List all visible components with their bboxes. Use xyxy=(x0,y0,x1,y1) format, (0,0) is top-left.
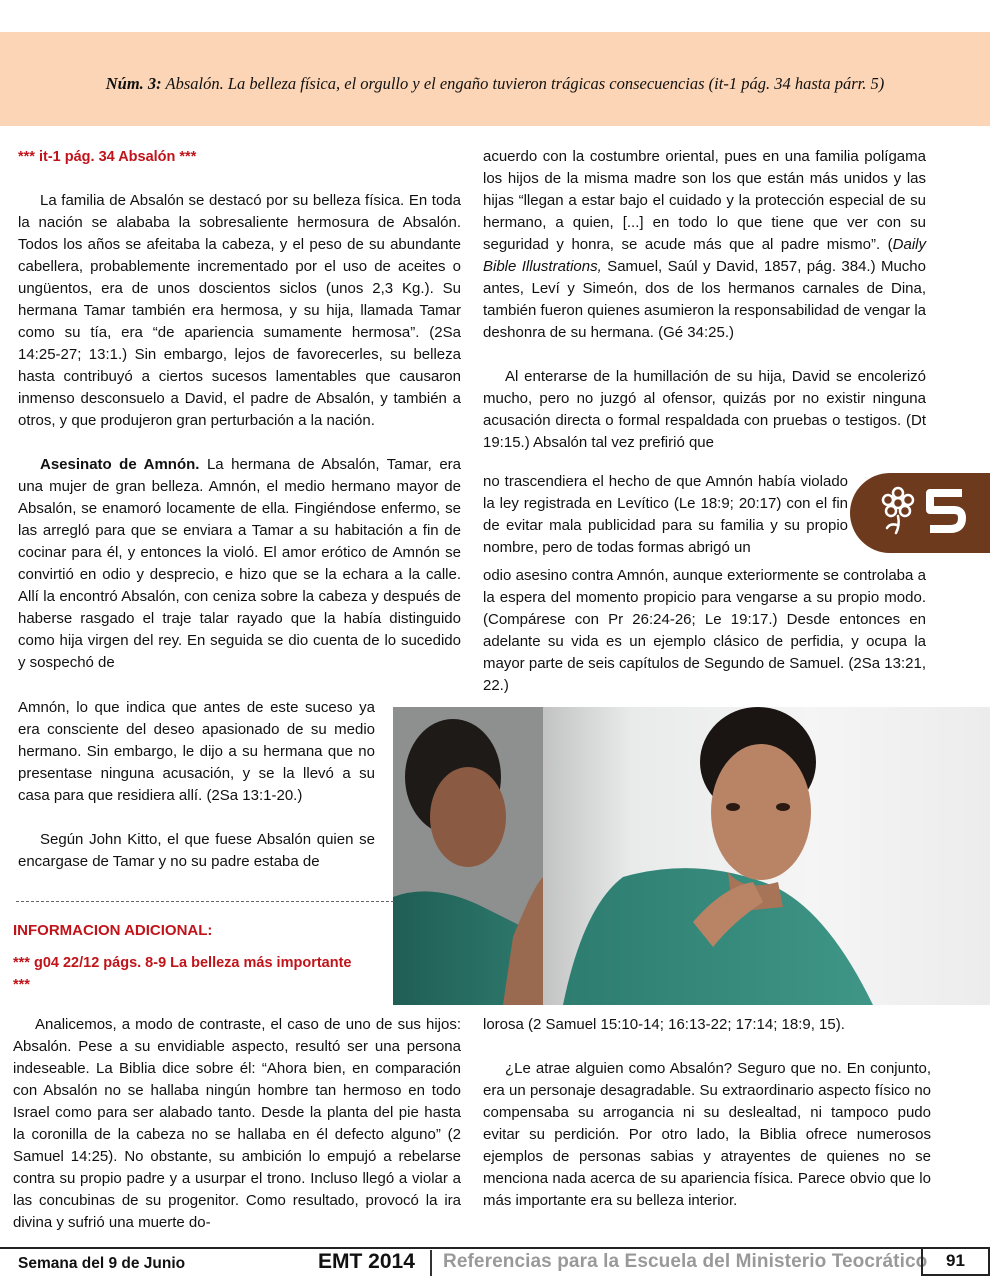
paragraph-family-beauty: La familia de Absalón se destacó por su belleza física. En toda la nación se alababa la sobresaliente hermosura de Absalón. Todos los años se afeitaba la cabeza, y el peso de su abundante cabellera, probablemente incrementado por el uso de aceites o ungüentos, era de unos doscientos siclos (unos 2,3 Kg.). Su hermana Tamar también era hermosa, y su hija, llamada Tamar como su tía, era “de apariencia sumamente hermosa”. (2Sa 14:25-27; 13:1.) Sin embargo, lejos de favorecerles, su belleza hasta contribuyó a ciertos sucesos lamentables que causaron inmenso desconsuelo a David, el padre de Absalón, y también a otros, y que produjeron gran perturbación a la nación. xyxy=(18,192,461,429)
additional-info-heading: INFORMACION ADICIONAL: xyxy=(13,922,213,939)
paragraph-oriental-custom: acuerdo con la costumbre oriental, pues en una familia polígama los hijos de la misma madre son los que están más unidos y las hijas “llegan a estar bajo el cuidado y la protección especial de su hermano, a quien, [...] en todo lo que tiene que ver con su seguridad y honra, se acude más que al padre mismo”. (Daily Bible Illustrations, Samuel, Saúl y David, 1857, pág. 384.) Mucho antes, Leví y Simeón, dos de los hermanos carnales de Dina, también fueron quienes asumieron la responsabilidad de vengar la deshonra de su hermana. (Gé 34:25.) xyxy=(483,148,926,341)
footer-emt: EMT 2014 xyxy=(318,1250,415,1273)
photo-illustration xyxy=(393,707,990,1005)
bottom-left-column xyxy=(13,1014,461,1234)
left-column-top xyxy=(18,146,461,674)
footer-rule xyxy=(0,1247,990,1249)
reference-heading: *** it-1 pág. 34 Absalón *** xyxy=(18,149,197,165)
footer-separator xyxy=(430,1250,432,1276)
paragraph-david-anger-narrow: no trascendiera el hecho de que Amnón había violado la ley registrada en Levítico (Le 18:9; 20:17) con el fin de evitar mala publicidad para su familia y su propio nombre, pero de todas formas abrigó un xyxy=(483,473,848,556)
footer-week: Semana del 9 de Junio xyxy=(18,1255,186,1272)
paragraph-inner-beauty: ¿Le atrae alguien como Absalón? Seguro que no. En conjunto, era un personaje desagradable. Su extraordinario aspecto físico no compensaba su arrogancia ni su deslealtad, ni tampoco pudo evitar su perdición. Por otro lado, la Biblia ofrece numerosos ejemplos de personas sabias y atrayentes de quienes no se menciona nada acerca de su apariencia física. Parece obvio que lo más importante era su belleza interior. xyxy=(483,1060,931,1209)
paragraph-david-anger: Al enterarse de la humillación de su hija, David se encolerizó mucho, pero no juzgó al ofensor, quizás por no existir ninguna acusación directa o formal respaldada con pruebas o testigos. (Dt 19:15.) Absalón tal vez prefirió que xyxy=(483,368,926,451)
paragraph-absalom-contrast: Analicemos, a modo de contraste, el caso de uno de sus hijos: Absalón. Pese a su envidiable aspecto, resultó ser una persona indeseable. La Biblia dice sobre él: “Ahora bien, en comparación con Absalón no se hallaba ningún hombre tan hermoso en todo Israel como para ser alabado tanto. Desde la planta del pie hasta la coronilla de la cabeza no se hallaba en él defecto alguno” (2 Samuel 14:25). No obstante, su ambición lo empujó a rebelarse contra su propio padre y a usurpar el trono. Incluso llegó a violar a las concubinas de su progenitor. Como resultado, provocó la ira divina y sufrió una muerte do- xyxy=(13,1016,461,1231)
assignment-header xyxy=(0,74,990,94)
page-number: 91 xyxy=(921,1248,990,1276)
left-column-wrap xyxy=(18,697,375,873)
paragraph-contrast-continued: lorosa (2 Samuel 15:10-14; 16:13-22; 17:14; 18:9, 15). xyxy=(483,1016,845,1033)
subheading-amnon: Asesinato de Amnón. xyxy=(40,456,200,473)
man-looking-in-mirror-photo xyxy=(393,707,990,1005)
right-column-after xyxy=(483,565,926,697)
section-divider xyxy=(16,901,394,902)
paragraph-kitto: Según John Kitto, el que fuese Absalón quien se encargase de Tamar y no su padre estaba de xyxy=(18,831,375,870)
flower-and-s-logo-icon xyxy=(850,473,990,553)
right-column-narrow xyxy=(483,471,848,559)
footer-title: Referencias para la Escuela del Ministerio Teocrático xyxy=(443,1251,928,1272)
paragraph-amnon-murder: Asesinato de Amnón. La hermana de Absalón, Tamar, era una mujer de gran belleza. Amnón, el medio hermano mayor de Absalón, se enamoró locamente de ella. Fingiéndose enfermo, se las arregló para que se enviara a Tamar a su habitación a fin de cocinar para él, y entonces la violó. El amor erótico de Amnón se convirtió en odio y desprecio, e hizo que se la echara a la calle. Allí la encontró Absalón, con ceniza sobre la cabeza y después de haberse rasgado el traje talar rayado que la había distinguido como hija virgen del rey. En seguida se dio cuenta de lo sucedido y sospechó de xyxy=(18,456,461,671)
assignment-number: Núm. 3: xyxy=(105,74,162,93)
additional-info-block xyxy=(13,920,363,996)
assignment-title: Absalón. La belleza física, el orgullo y el engaño tuvieron trágicas consecuencias (it-1 pág. 34 hasta párr. 5) xyxy=(161,74,885,93)
paragraph-david-anger-end: odio asesino contra Amnón, aunque exteriormente se controlaba a la espera del momento propicio para vengarse a su propio modo. (Compárese con Pr 26:24-26; Le 19:17.) Desde entonces en adelante su vida es un ejemplo clásico de perfidia, y ocupa la mayor parte de seis capítulos de Segundo de Samuel. (2Sa 13:21, 22.) xyxy=(483,567,926,694)
section-tab-badge xyxy=(850,473,990,553)
paragraph-amnon-continued: Amnón, lo que indica que antes de este suceso ya era consciente del deseo apasionado de su medio hermano. Sin embargo, le dijo a su hermana que no presentase ninguna acusación, y se la llevó a su casa para que residiera allí. (2Sa 13:1-20.) xyxy=(18,699,375,804)
book-title: Daily Bible Illustrations, xyxy=(483,236,926,275)
bottom-right-column xyxy=(483,1014,931,1212)
right-column-top xyxy=(483,146,926,454)
additional-reference-heading: *** g04 22/12 págs. 8-9 La belleza más importante *** xyxy=(13,955,352,993)
